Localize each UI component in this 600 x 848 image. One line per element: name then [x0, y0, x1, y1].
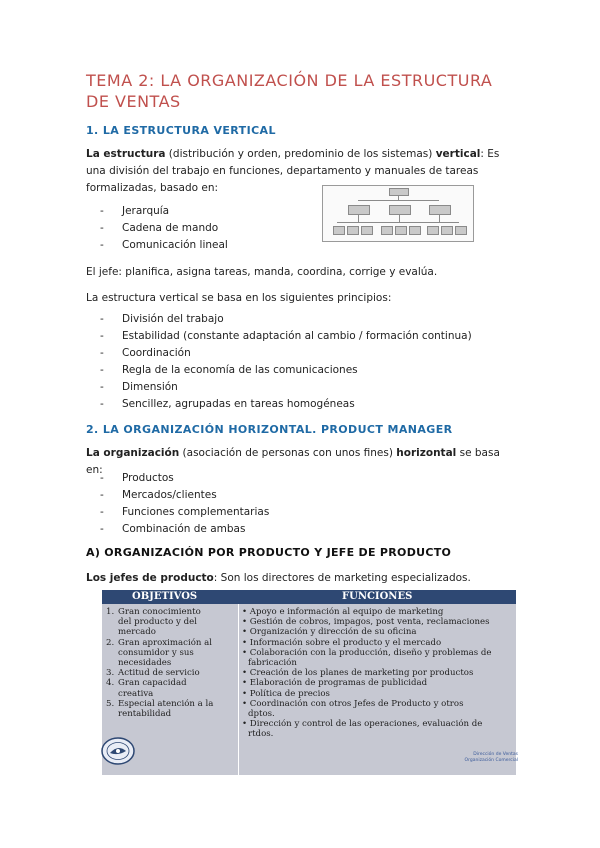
funcion-line: • Política de precios	[242, 688, 330, 699]
text-fragment: (distribución y orden, predominio de los sistemas)	[165, 148, 436, 160]
horizontal-bases-list	[100, 470, 269, 538]
funcion-line: • Gestión de cobros, impagos, post venta, reclamaciones	[242, 617, 490, 628]
objetivos-funciones-table	[102, 590, 516, 775]
funcion-line: • Coordinación con otros Jefes de Producto y otros	[242, 698, 464, 709]
column-divider	[238, 604, 239, 775]
funcion-line: dptos.	[248, 709, 275, 720]
org-line	[358, 214, 359, 222]
section-heading-vertical: 1. LA ESTRUCTURA VERTICAL	[86, 124, 276, 137]
objetivo-number: 5.	[106, 698, 115, 709]
funcion-line: rtdos.	[248, 729, 274, 740]
list-item: - Coordinación	[100, 345, 472, 362]
org-line	[358, 200, 439, 201]
text-fragment: : Es una división del trabajo en funciones, departamento y manuales de tareas formalizadas, basado en:	[86, 148, 500, 194]
org-leaf-box	[427, 226, 439, 235]
objetivo-line: mercado	[118, 627, 156, 638]
org-leaf-box	[347, 226, 359, 235]
list-item: - Dimensión	[100, 379, 472, 396]
list-item: - Combinación de ambas	[100, 521, 269, 538]
vertical-features-list	[100, 203, 228, 254]
list-item: - Regla de la economía de las comunicaciones	[100, 362, 472, 379]
objetivo-text: Gran conocimiento	[118, 607, 201, 617]
footnote-line: Dirección de Ventas	[473, 752, 518, 757]
list-item: - Jerarquía	[100, 203, 228, 220]
funcion-line: • Dirección y control de las operaciones, evaluación de	[242, 719, 483, 730]
subsection-heading-producto: A) ORGANIZACIÓN POR PRODUCTO Y JEFE DE PRODUCTO	[86, 546, 452, 559]
objetivos-cell	[106, 607, 236, 719]
table-footnote	[458, 752, 518, 764]
objetivo-line	[106, 638, 236, 648]
org-mid-box	[348, 205, 370, 215]
text-fragment: (asociación de personas con unos fines)	[179, 447, 397, 459]
paragraph-principios-intro: La estructura vertical se basa en los siguientes principios:	[86, 292, 392, 304]
list-item: - División del trabajo	[100, 311, 472, 328]
org-leaf-box	[333, 226, 345, 235]
org-leaf-box	[381, 226, 393, 235]
org-chart-diagram	[322, 185, 474, 242]
objetivo-line: necesidades	[118, 658, 172, 669]
bold-term: La organización	[86, 447, 180, 459]
objetivo-number: 2.	[106, 637, 115, 648]
text-fragment: : Son los directores de marketing especializados.	[213, 572, 471, 584]
objetivo-line	[106, 678, 236, 688]
org-mid-box	[429, 205, 451, 215]
objetivo-text: Especial atención a la	[118, 698, 214, 709]
funcion-line: • Apoyo e información al equipo de marketing	[242, 607, 444, 617]
objetivo-line: creativa	[118, 688, 154, 699]
objetivo-line	[106, 607, 236, 617]
funcion-line: • Elaboración de programas de publicidad	[242, 678, 428, 689]
paragraph-jefes-producto	[86, 570, 516, 587]
org-top-box	[389, 188, 409, 196]
org-leaf-box	[441, 226, 453, 235]
funcion-line: • Colaboración con la producción, diseño y problemas de	[242, 647, 492, 658]
text-fragment: se basa en:	[86, 447, 500, 476]
footnote-line: Organización Comercial	[464, 758, 518, 763]
list-item: - Sencillez, agrupadas en tareas homogéneas	[100, 396, 472, 413]
bold-term: La estructura	[86, 148, 166, 160]
objetivo-line: consumidor y sus	[118, 647, 194, 658]
org-leaf-box	[455, 226, 467, 235]
table-header	[102, 590, 516, 604]
funciones-cell	[242, 607, 514, 740]
list-item: - Productos	[100, 470, 269, 487]
objetivo-text: Gran aproximación al	[118, 637, 213, 648]
objetivo-line	[106, 668, 236, 678]
org-leaf-box	[395, 226, 407, 235]
bold-term: Los jefes de producto	[86, 572, 214, 584]
university-seal-icon	[100, 736, 136, 766]
objetivo-line: del producto y del	[118, 617, 197, 628]
funcion-line: • Creación de los planes de marketing por productos	[242, 668, 474, 679]
bold-term: horizontal	[396, 447, 457, 459]
page-title: TEMA 2: LA ORGANIZACIÓN DE LA ESTRUCTURA DE VENTAS	[86, 71, 493, 111]
section-heading-horizontal: 2. LA ORGANIZACIÓN HORIZONTAL. PRODUCT MANAGER	[86, 423, 453, 436]
objetivo-text: Gran capacidad	[118, 678, 187, 689]
org-line	[337, 222, 459, 223]
funcion-line: fabricación	[248, 658, 297, 669]
list-item: - Cadena de mando	[100, 220, 228, 237]
paragraph-jefe: El jefe: planifica, asigna tareas, manda, coordina, corrige y evalúa.	[86, 266, 438, 278]
objetivo-line: rentabilidad	[118, 709, 172, 720]
column-header-funciones: FUNCIONES	[342, 591, 413, 602]
org-leaf-box	[361, 226, 373, 235]
objetivo-text: Actitud de servicio	[118, 668, 200, 679]
objetivo-number: 1.	[106, 607, 115, 617]
column-header-objetivos: OBJETIVOS	[132, 591, 198, 602]
objetivo-number: 3.	[106, 668, 115, 679]
objetivo-number: 4.	[106, 678, 115, 689]
objetivo-line	[106, 699, 236, 709]
principles-list	[100, 311, 472, 413]
funcion-line: • Información sobre el producto y el mercado	[242, 637, 442, 648]
org-mid-box	[389, 205, 411, 215]
org-line	[399, 214, 400, 222]
list-item: - Comunicación lineal	[100, 237, 228, 254]
funcion-line: • Organización y dirección de su oficina	[242, 627, 417, 638]
list-item: - Estabilidad (constante adaptación al cambio / formación continua)	[100, 328, 472, 345]
bold-term: vertical	[435, 148, 481, 160]
org-leaf-box	[409, 226, 421, 235]
list-item: - Funciones complementarias	[100, 504, 269, 521]
org-line	[439, 214, 440, 222]
list-item: - Mercados/clientes	[100, 487, 269, 504]
